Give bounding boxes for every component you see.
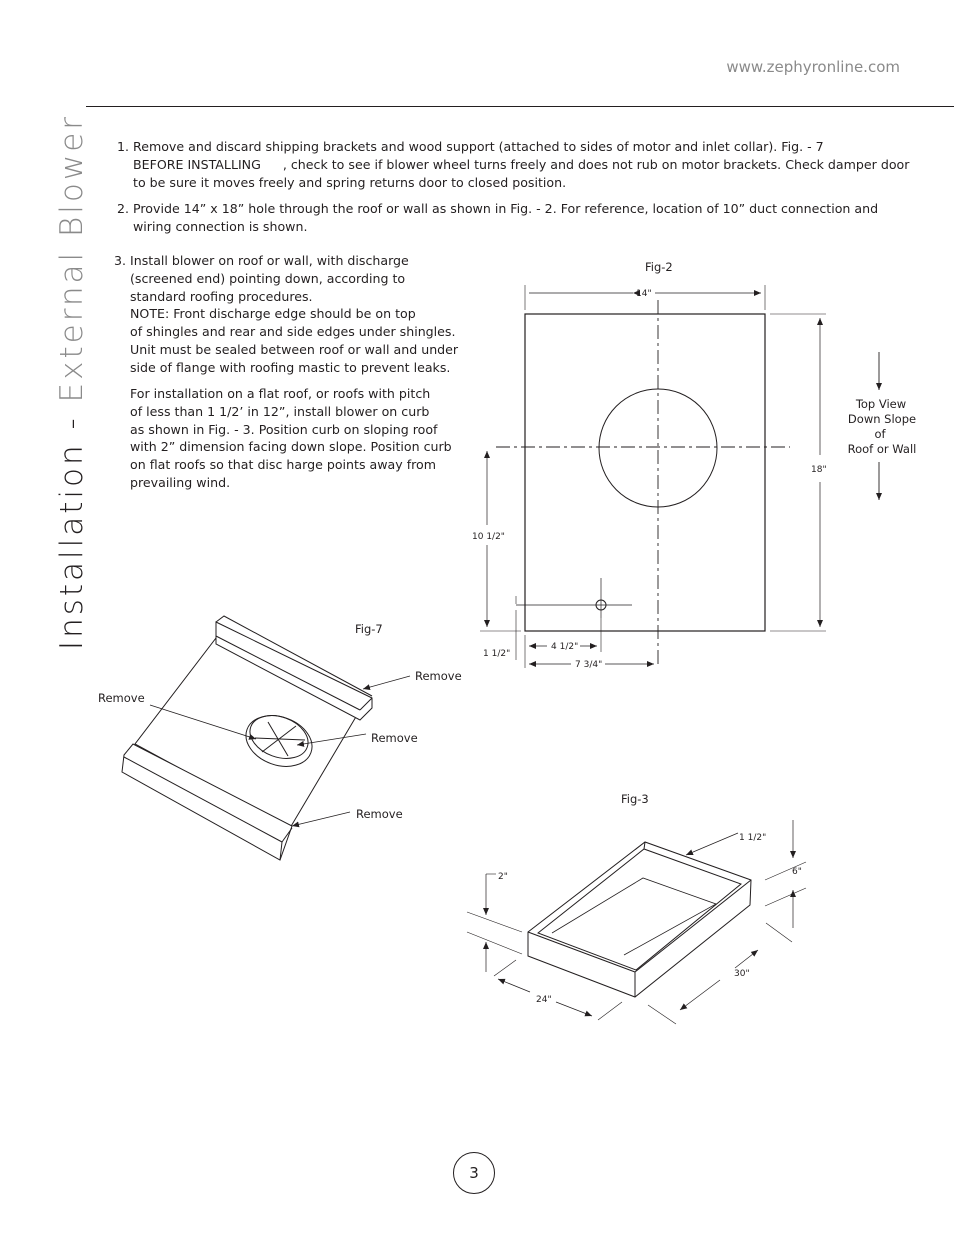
step-2-line-2: wiring connection is shown. — [133, 219, 308, 234]
website-url: www.zephyronline.com — [726, 58, 900, 76]
fig-2-title: Fig-2 — [645, 260, 673, 274]
step-3-line-6: Unit must be sealed between roof or wall and under — [130, 341, 459, 357]
fig-7-diagram — [98, 616, 462, 860]
step-1-emphasis: BEFORE INSTALLING — [133, 157, 261, 172]
fig-3-dim-24: 24" — [536, 995, 552, 1005]
fig-2-dim-x1: 4 1/2" — [551, 642, 579, 652]
remove-label-2: Remove — [415, 669, 462, 683]
fig-2-dim-x2: 7 3/4" — [575, 660, 603, 670]
fig-2-dim-small: 1 1/2" — [483, 649, 511, 659]
slope-note-line-3: of — [874, 427, 886, 441]
step-1-line-1: 1. Remove and discard shipping brackets and wood support (attached to sides of motor and inlet collar). Fig. - 7 — [117, 139, 824, 154]
slope-note-line-1: Top View — [855, 397, 907, 411]
page-number-badge — [453, 1152, 495, 1194]
step-3b-line-4: with 2” dimension facing down slope. Position curb — [130, 439, 452, 455]
step-3-line-4: NOTE: Front discharge edge should be on top — [130, 306, 416, 322]
fig-2-dim-width: 14" — [636, 289, 652, 299]
fig-3-diagram — [467, 792, 806, 1024]
step-3b-line-6: prevailing wind. — [130, 474, 231, 490]
remove-label-3: Remove — [371, 731, 418, 745]
fig-2-diagram — [472, 260, 916, 670]
step-3b-line-1: For installation on a flat roof, or roofs with pitch — [130, 386, 431, 401]
step-2-line-1: 2. Provide 14” x 18” hole through the roof or wall as shown in Fig. - 2. For reference, location of 10” duct connection and — [117, 201, 879, 216]
page-number: 3 — [469, 1164, 479, 1182]
title-sub: External Blower — [54, 113, 90, 403]
step-1-line-2-rest: , check to see if blower wheel turns freely and does not rub on motor brackets. Check damper door — [282, 157, 910, 172]
fig-3-dim-30: 30" — [734, 969, 750, 979]
step-3b-line-2: of less than 1 1/2’ in 12”, install blower on curb — [130, 403, 430, 419]
step-3-line-3: standard roofing procedures. — [130, 288, 313, 304]
step-1-line-3: to be sure it moves freely and spring returns door to closed position. — [133, 175, 567, 190]
fig-2-dim-center: 10 1/2" — [472, 532, 505, 542]
fig-7-title: Fig-7 — [355, 622, 383, 636]
step-3b-line-5: on flat roofs so that disc harge points away from — [130, 457, 437, 473]
fig-3-title: Fig-3 — [621, 792, 649, 806]
fig-2-dim-height: 18" — [811, 465, 827, 475]
step-3b-line-3: as shown in Fig. - 3. Position curb on sloping roof — [130, 421, 438, 437]
roof-opening-rect — [525, 314, 765, 631]
step-3-line-1: 3. Install blower on roof or wall, with discharge — [114, 253, 409, 268]
step-3-line-7: side of flange with roofing mastic to prevent leaks. — [130, 359, 451, 375]
fig-3-dim-2: 2" — [498, 872, 508, 882]
step-3-line-2: (screened end) pointing down, according to — [130, 270, 406, 286]
step-3-line-5: of shingles and rear and side edges under shingles. — [130, 324, 456, 340]
fig-3-dim-top: 1 1/2" — [739, 833, 767, 843]
title-main: Installation - — [54, 402, 90, 651]
slope-note-line-2: Down Slope — [847, 412, 917, 426]
remove-label-4: Remove — [356, 807, 403, 821]
remove-label-1: Remove — [98, 691, 145, 705]
slope-note-line-4: Roof or Wall — [847, 442, 917, 456]
fig-3-dim-6: 6" — [792, 867, 802, 877]
